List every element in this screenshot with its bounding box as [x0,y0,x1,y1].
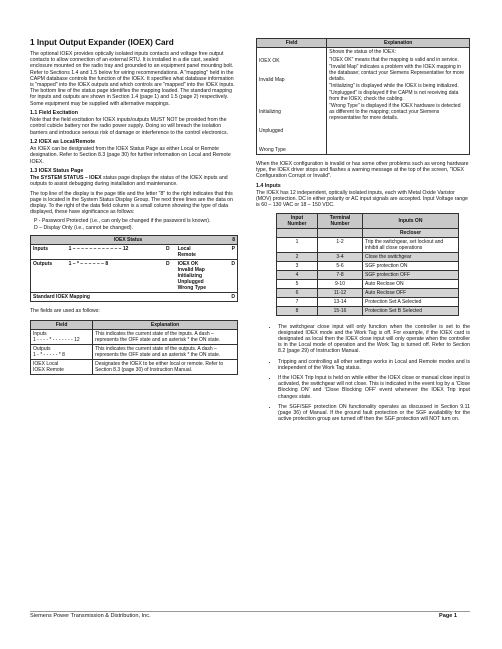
footer-company: Siemens Power Transmission & Distribution, Inc. [30,613,151,619]
status-page-bold: The SYSTEM STATUS – IOEX [30,175,102,182]
status-field-ok: IOEX OK [259,58,280,64]
inputs-header-input: Input Number [277,213,318,228]
screen-inputs-value: 1 – – – – – – – – – – – – 12 [67,244,164,259]
terminal-number: 5-6 [318,261,363,270]
table-row [277,261,459,270]
right-column [256,38,470,426]
input-action: SGF protection OFF [363,270,459,279]
screen-mapping: Standard IOEX Mapping [33,293,90,300]
explanation-cell: Designates the IOEX to be either local or remote. Refer to Section 8.3 (page 30) of Instruction Manual. [93,360,238,375]
heading-inputs: 1.4 Inputs [256,182,281,189]
input-number: 7 [277,297,318,306]
terminal-number: 9-10 [318,279,363,288]
table-row [31,360,238,375]
def-password-protected: P - Password Protected (i.e., can only be changed if the password is known). [34,218,211,225]
status-field-invalid: Invalid Map [259,77,285,83]
footer-divider [30,611,470,612]
terminal-number: 7-8 [318,270,363,279]
status-header-field: Field [257,39,327,48]
terminal-number: 13-14 [318,297,363,306]
input-action: Protection Set B Selected [363,306,459,315]
left-column [30,38,238,375]
section-heading: 1 Input Output Expander (IOEX) Card [30,38,174,47]
table-row [277,288,459,297]
status-page-paragraph-2: The top line of the display is the page title and the letter "8" to the right indicates that this page is located in the System Status Display Group. The next three lines are the data on display. To the right of the data field column is a small column showing the type of data displayed, these have significance as follows: [30,190,233,216]
status-page-paragraph [30,175,238,187]
input-number: 4 [277,270,318,279]
inputs-header-terminal: Terminal Number [318,213,363,228]
inputs-section-blank [318,228,363,237]
status-field-wrong: Wrong Type [259,147,286,153]
input-number: 3 [277,261,318,270]
table-row [277,252,459,261]
field-cell: Inputs 1 - - - - * - - - - - - - 12 [31,330,93,345]
explanation-cell: This indicates the current state of the inputs. A dash – represents the OFF state and an asterisk * the ON state. [93,330,238,345]
status-explanation-list [327,48,470,155]
notes-list [256,324,470,423]
input-number: 5 [277,279,318,288]
list-item: • The SGF/SEF protection ON functionality operates as discussed in Section 9.11 (page 36) of Manual. If the ground fault protection or the SGF availability for the active protection group are turned off then the SGF protection will NOT turn on. [278,404,470,423]
input-action: Trip the switchgear, set lockout and inhibit all close operations [363,237,459,252]
terminal-number: 11-12 [318,288,363,297]
screen-title-num: 8 [225,235,237,244]
screen-mapping-type: D [231,293,235,300]
screen-local-remote-type: P [225,244,237,259]
input-number: 8 [277,306,318,315]
status-field-table [256,38,470,155]
heading-local-remote: 1.2 IOEX as Local/Remote [30,138,96,145]
status-field-list [257,48,327,155]
status-field-unplugged: Unplugged [259,128,284,134]
table-row [277,237,459,252]
table-row [277,306,459,315]
input-action: Protection Set A Selected [363,297,459,306]
field-cell: IOEX Local IOEX Remote [31,360,93,375]
list-item: • If the IOEX Trip Input is held on while either the IOEX close or manual close input is activated, the switchgear will not close. This is indicated in the event log by a 'Close Blocking ON' and 'Close Blocking OFF' event whenever the IOEX Trip input changes state. [278,375,470,400]
heading-field-excitation: 1.1 Field Excitation [30,109,78,116]
status-explanation-invalid: "Invalid Map" indicates a problem with the IOEX mapping in the database; contact your Siemens Representative for more details. [329,64,465,82]
config-invalid-paragraph: When the IOEX configuration is invalid or has some other problems such as wrong hardware type, the IOEX driver stops and flashes a warning message at the top of the screen, "IOEX Configuration Corrupt or Invalid". [256,161,469,180]
inputs-header-on: Inputs ON [363,213,459,228]
fields-header-field: Field [31,321,93,330]
table-row [31,330,238,345]
table-row [277,270,459,279]
input-number: 2 [277,252,318,261]
status-explanation-intro: Shows the status of the IOEX: [329,49,396,55]
screen-ioex-state-type: D [225,259,237,292]
heading-status-page: 1.3 IOEX Status Page [30,167,84,174]
screen-outputs-label: Outputs [31,259,67,292]
inputs-paragraph: The IOEX has 12 independent, optically isolated inputs, each with Metal Oxide Varistor (MOV) protection. DC in either polarity or AC input signals are accepted. Input Voltage range is 60 – 130 VAC or 18 – 150 VDC. [256,190,468,209]
input-action: Auto Reclose OFF [363,288,459,297]
inputs-table [276,213,459,316]
footer-page-number: Page 1 [439,613,458,619]
input-number: 6 [277,288,318,297]
screen-local-remote: Local Remote [176,244,226,259]
screen-ioex-state: IOEX OK Invalid Map Initializing Unplugged Wrong Type [176,259,226,292]
local-remote-paragraph: An IOEX can be designated from the IOEX Status Page as either Local or Remote designation. Refer to Section 8.3 (page 30) for further information on Local and Remote IOEX. [30,146,231,165]
inputs-section-blank [277,228,318,237]
status-explanation-unplugged: "Unplugged" is displayed if the CAPM is not receiving data from the IOEX; check the cabling. [329,90,459,102]
fields-table [30,320,238,375]
table-row [277,279,459,288]
status-explanation-wrong: "Wrong Type" is displayed if the IOEX hardware is detected as different to the mapping; contact your Siemens representative for more details. [329,103,461,121]
status-header-explanation: Explanation [327,39,470,48]
input-action: SGF protection ON [363,261,459,270]
table-row [277,297,459,306]
terminal-number: 1-2 [318,237,363,252]
explanation-cell: This indicates the current state of the outputs. A dash – represents the OFF state and an asterisk * the ON state. [93,345,238,360]
input-action: Auto Reclose ON [363,279,459,288]
input-action: Close the switchgear [363,252,459,261]
status-page-text: status page displays the status of the IOEX inputs and outputs to assist debugging during installation and maintenance. [30,175,228,188]
terminal-number: 3-4 [318,252,363,261]
screen-title: IOEX Status [31,235,226,244]
intro-paragraph: The optional IOEX provides optically isolated inputs contacts and voltage free output contacts to allow connection of an external RTU. It is installed in a die cast, sealed enclosure mounted on the radio tray and grounded to an equipment panel mounting bolt. Refer to Sections 1.4 and 1.5 below for wiring recommendations. A "mapping" held in the CAPM database controls the function of the IOEX. It specifies what database information is "mapped" into the IOEX outputs and which controls are "mapped" into the IOEX inputs. The bottom line of the status page identifies the mapping loaded. The standard mapping for inputs and outputs are shown in Section 1.4 (page 1) and 1.5 (page 2) respectively. Some equipment may be supplied with alternative mappings. [30,51,235,107]
field-cell: Outputs 1 - * - - - - - * 8 [31,345,93,360]
inputs-section-recloser: Recloser [363,228,459,237]
list-item: • The switchgear close input will only function when the controller is set to the designated IOEX mode and the Work Tag is off. For example, if the IOEX card is designated as local then the IOEX close input will only operate when the controller is in the Local mode of operation and the Work Tag is turned off. Refer to Section 8.2 (page 29) of Instruction Manual. [278,324,470,355]
terminal-number: 15-16 [318,306,363,315]
fields-header-explanation: Explanation [93,321,238,330]
status-explanation-ok: "IOEX OK" means that the mapping is valid and in service. [329,57,459,63]
def-display-only: D – Display Only (i.e., cannot be changed). [34,224,133,231]
fields-label: The fields are used as follows: [30,307,100,314]
screen-inputs-type: D [164,244,176,259]
table-row [31,345,238,360]
ioex-status-screen [30,235,238,302]
screen-outputs-type: D [164,259,176,292]
status-field-init: Initializing [259,109,281,115]
list-item: • Tripping and controlling all other settings works in Local and Remote modes and is independent of the Work Tag status. [278,359,470,371]
screen-outputs-value: 1 – * – – – – – – 8 [67,259,164,292]
screen-inputs-label: Inputs [31,244,67,259]
field-excitation-paragraph: Note that the field excitation for IOEX inputs/outputs MUST NOT be provided from the control cubicle battery nor the radio power supply. Doing so will breach the isolation barriers and introduce serious risk of damage or interference to the control electronics. [30,117,229,136]
status-explanation-init: "Initializing" is displayed while the IOEX is being initialized. [329,83,459,89]
input-number: 1 [277,237,318,252]
